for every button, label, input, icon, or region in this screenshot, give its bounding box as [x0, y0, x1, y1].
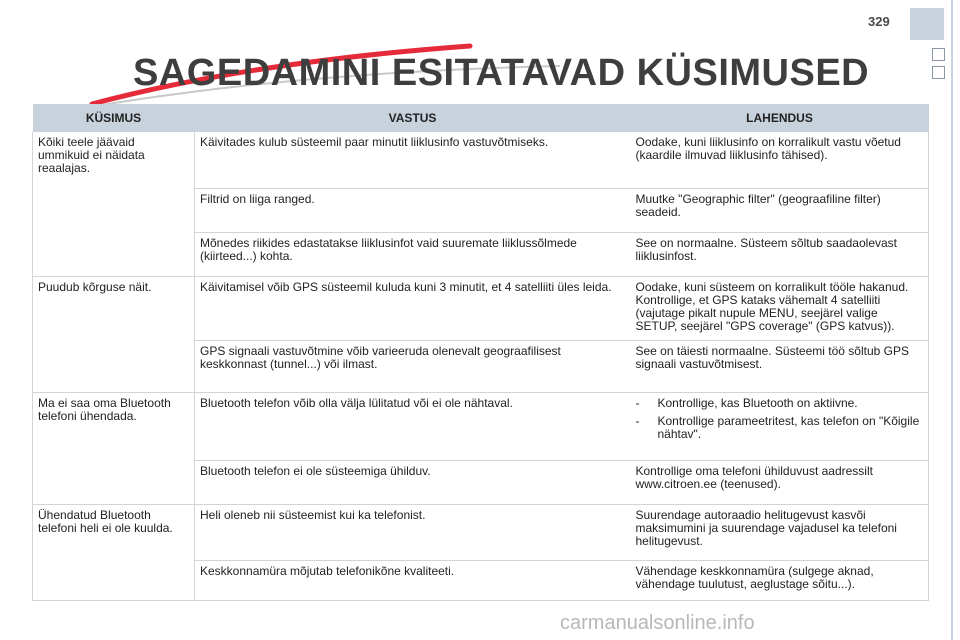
solution-text: Kontrollige parameetritest, kas telefon on "Kõigile nähtav". [657, 413, 920, 441]
watermark: carmanualsonline.info [560, 612, 755, 634]
solution-list-item [636, 397, 923, 410]
corner-tab [910, 8, 944, 40]
column-header-question: KÜSIMUS [33, 104, 195, 132]
bullet-dash: - [635, 395, 640, 410]
solution-list-item [636, 415, 923, 441]
answer-cell: Keskkonnamüra mõjutab telefonikõne kvaliteeti. [195, 560, 631, 600]
answer-cell: Filtrid on liiga ranged. [195, 188, 631, 232]
side-border [951, 0, 953, 640]
answer-cell: Käivitades kulub süsteemil paar minutit liiklusinfo vastuvõtmiseks. [195, 132, 631, 188]
page-number: 329 [868, 14, 890, 29]
solution-cell [631, 392, 929, 460]
solution-cell: Kontrollige oma telefoni ühilduvust aadressilt www.citroen.ee (teenused). [631, 460, 929, 504]
column-header-solution: LAHENDUS [631, 104, 929, 132]
solution-cell: Oodake, kuni liiklusinfo on korralikult vastu võetud (kaardile ilmuvad liiklusinfo tähised). [631, 132, 929, 188]
side-marker-box [932, 66, 945, 79]
question-cell: Ühendatud Bluetooth telefoni heli ei ole kuulda. [33, 504, 195, 600]
faq-table-body [33, 132, 929, 600]
solution-cell: See on täiesti normaalne. Süsteemi töö sõltub GPS signaali vastuvõtmisest. [631, 340, 929, 392]
column-header-answer: VASTUS [195, 104, 631, 132]
solution-cell: See on normaalne. Süsteem sõltub saadaolevast liiklusinfost. [631, 232, 929, 276]
answer-cell: Bluetooth telefon ei ole süsteemiga ühilduv. [195, 460, 631, 504]
solution-cell: Suurendage autoraadio helitugevust kasvõi maksimumini ja suurendage vajadusel ka telefoni helitugevust. [631, 504, 929, 560]
table-row [33, 504, 929, 560]
solution-cell: Oodake, kuni süsteem on korralikult tööle hakanud. Kontrollige, et GPS kataks vähemalt 4 satelliiti (vajutage pikalt nupule MENU, seejärel valige SETUP, seejärel "GPS coverage" (GPS katvus)). [631, 276, 929, 340]
question-cell: Kõiki teele jäävaid ummikuid ei näidata reaalajas. [33, 132, 195, 276]
question-cell: Ma ei saa oma Bluetooth telefoni ühendada. [33, 392, 195, 504]
solution-text: Kontrollige, kas Bluetooth on aktiivne. [657, 395, 858, 410]
solution-cell: Muutke "Geographic filter" (geograafiline filter) seadeid. [631, 188, 929, 232]
answer-cell: Käivitamisel võib GPS süsteemil kuluda kuni 3 minutit, et 4 satelliiti üles leida. [195, 276, 631, 340]
table-row [33, 132, 929, 188]
answer-cell: Mõnedes riikides edastatakse liiklusinfot vaid suuremate liiklussõlmede (kiirteed...) kohta. [195, 232, 631, 276]
table-header-row [33, 104, 929, 132]
solution-cell: Vähendage keskkonnamüra (sulgege aknad, vähendage tuulutust, aeglustage sõitu...). [631, 560, 929, 600]
faq-table [32, 104, 929, 601]
answer-cell: Heli oleneb nii süsteemist kui ka telefonist. [195, 504, 631, 560]
table-row [33, 392, 929, 460]
table-row [33, 276, 929, 340]
side-marker-box [932, 48, 945, 61]
question-cell: Puudub kõrguse näit. [33, 276, 195, 392]
answer-cell: GPS signaali vastuvõtmine võib varieeruda olenevalt geograafilisest keskkonnast (tunnel...) või ilmast. [195, 340, 631, 392]
page-title: SAGEDAMINI ESITATAVAD KÜSIMUSED [133, 52, 870, 94]
answer-cell: Bluetooth telefon võib olla välja lülitatud või ei ole nähtaval. [195, 392, 631, 460]
bullet-dash: - [635, 413, 640, 428]
